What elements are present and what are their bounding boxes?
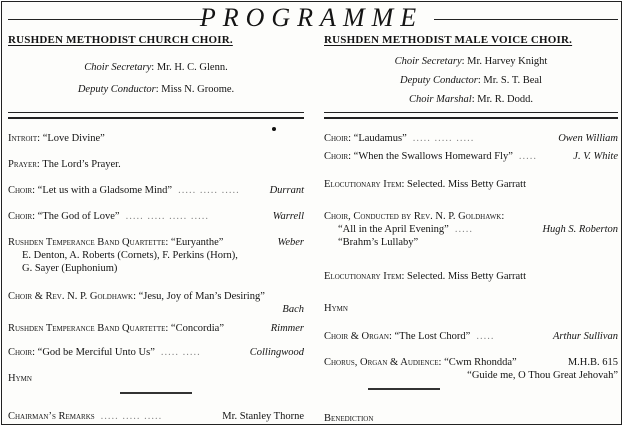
composer: Durrant: [269, 185, 304, 196]
church-choir-heading: RUSHDEN METHODIST CHURCH CHOIR.: [8, 34, 233, 46]
programme-page: [1, 1, 622, 425]
programme-item: Choir: “Laudamus” ..... ..... ..... Owen William: [324, 133, 618, 144]
programme-item: Rushden Temperance Band Quartette: “Concordia” Rimmer: [8, 323, 304, 334]
male-voice-choir-heading: RUSHDEN METHODIST MALE VOICE CHOIR.: [324, 34, 573, 46]
officer-line: Choir Marshal: Mr. R. Dodd.: [409, 94, 533, 105]
officer-line: Choir Secretary: Mr. H. C. Glenn.: [84, 62, 228, 73]
programme-item: Choir: “God be Merciful Unto Us” ..... ..... Collingwood: [8, 347, 304, 358]
programme-item: Introit: “Love Divine”: [8, 133, 105, 144]
officer-line: Deputy Conductor: Mr. S. T. Beal: [400, 75, 542, 86]
programme-item: Chairman’s Remarks ..... ..... ..... Mr. Stanley Thorne: [8, 411, 304, 422]
composer: Arthur Sullivan: [552, 331, 618, 342]
programme-item: Elocutionary Item: Selected. Miss Betty Garratt: [324, 179, 526, 190]
title-rule-right: [434, 19, 618, 20]
composer: Collingwood: [249, 347, 304, 358]
ink-dot: [272, 127, 276, 131]
programme-item: Choir: “Let us with a Gladsome Mind” ..... ..... ..... Durrant: [8, 185, 304, 196]
composer: Warrell: [272, 211, 304, 222]
church-choir-column: [8, 34, 304, 422]
programme-item: Choir & Rev. N. P. Goldhawk: “Jesu, Joy of Man’s Desiring” Bach: [8, 291, 304, 315]
composer: Weber: [277, 237, 304, 248]
programme-item: Chorus, Organ & Audience: “Cwm Rhondda” M.H.B. 615 “Guide me, O Thou Great Jehovah”: [324, 357, 618, 381]
divider: [120, 392, 192, 394]
programme-item: Choir, Conducted by Rev. N. P. Goldhawk: “All in the April Evening” ..... Hugh S. Roberton “Brahm’s Lullaby”: [324, 211, 618, 248]
programme-item: Choir: “When the Swallows Homeward Fly” ..... J. V. White: [324, 151, 618, 162]
divider: [368, 388, 440, 390]
programme-item: Elocutionary Item: Selected. Miss Betty Garratt: [324, 271, 526, 282]
officer-line: Choir Secretary: Mr. Harvey Knight: [394, 56, 548, 67]
composer: J. V. White: [573, 151, 618, 162]
programme-item: Rushden Temperance Band Quartette: “Euryanthe” Weber E. Denton, A. Roberts (Cornets), F. Perkins (Horn), G. Sayer (Euphonium): [8, 237, 304, 274]
programme-item: Prayer: The Lord’s Prayer.: [8, 159, 121, 170]
programme-item: Hymn: [8, 373, 32, 384]
programme-title: PROGRAMME: [199, 3, 424, 32]
composer: Rimmer: [270, 323, 304, 334]
officer-line: Deputy Conductor: Miss N. Groome.: [77, 84, 235, 95]
hymnbook-ref: M.H.B. 615: [567, 357, 618, 368]
programme-item: Hymn: [324, 303, 348, 314]
composer: Owen William: [558, 133, 618, 144]
programme-item: Choir & Organ: “The Lost Chord” ..... Arthur Sullivan: [324, 331, 618, 342]
programme-item: Benediction: [324, 413, 374, 424]
male-voice-choir-column: [324, 34, 618, 424]
composer: Hugh S. Roberton: [542, 224, 618, 235]
section-divider: [324, 112, 618, 119]
programme-item: Choir: “The God of Love” ..... ..... ..... ..... Warrell: [8, 211, 304, 222]
section-divider: [8, 112, 304, 119]
composer: Bach: [282, 304, 304, 315]
